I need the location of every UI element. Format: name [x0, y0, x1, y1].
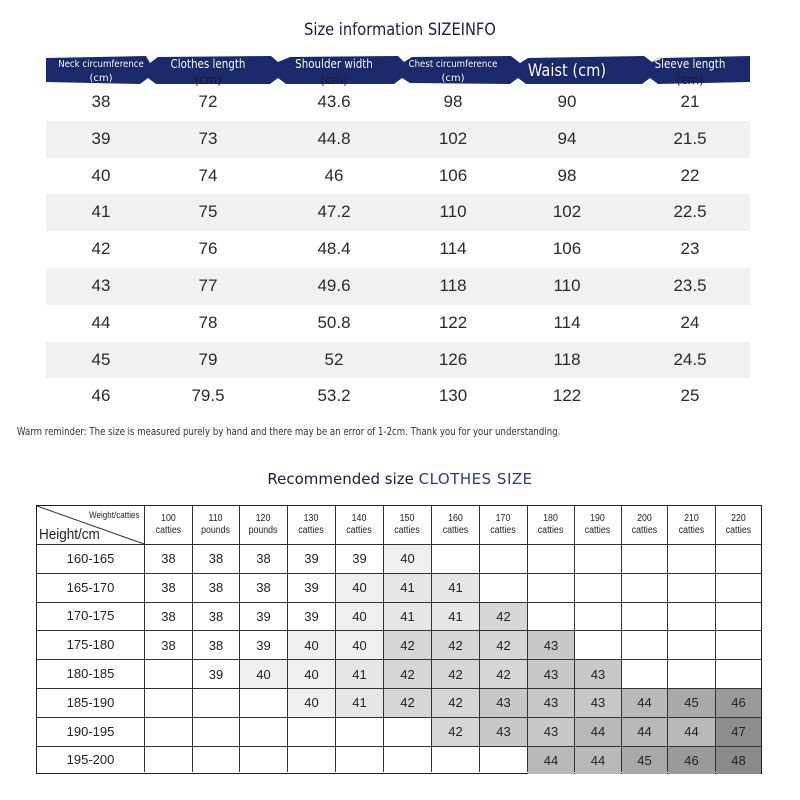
weight-header-line1: 190: [590, 513, 605, 524]
size-cell: 44: [528, 747, 574, 775]
table-cell: 79.5: [191, 386, 225, 406]
weight-header-line1: 210: [683, 513, 699, 524]
table-cell: 114: [439, 239, 467, 259]
size-cell: [528, 603, 574, 631]
size-cell: 38: [145, 603, 192, 631]
weight-header-line1: 160: [447, 513, 463, 524]
size-cell: [668, 603, 715, 631]
table-row: [46, 121, 750, 158]
size-cell: [622, 631, 667, 659]
table-row: [46, 342, 750, 379]
table-cell: 102: [552, 202, 582, 222]
size-cell: 42: [480, 603, 527, 631]
size-cell: 43: [528, 660, 574, 688]
table-cell: 44: [91, 312, 111, 332]
weight-header-line1: 130 catties: [298, 513, 324, 536]
size-cell: 39: [336, 545, 383, 573]
size-cell: 41: [336, 689, 383, 717]
size-cell: 43: [575, 660, 621, 688]
size-cell: 39: [240, 631, 287, 659]
size-cell: 40: [288, 631, 335, 659]
size-cell: 44: [622, 718, 667, 746]
size-cell: 38: [240, 574, 287, 602]
size-cell: [288, 747, 335, 775]
table-cell: 46: [91, 386, 111, 406]
size-cell: 43: [575, 689, 621, 717]
table-cell: 94: [557, 128, 577, 148]
recommended-title-main: Recommended size: [267, 470, 414, 488]
weight-header-line2: catties: [155, 525, 181, 536]
table-cell: 39: [91, 128, 111, 148]
weight-header: [621, 506, 667, 544]
header-col-unit: (cm): [194, 73, 222, 87]
header-col-3: [274, 56, 394, 86]
height-label: 170-175: [66, 608, 115, 624]
table-cell: 110: [553, 275, 581, 295]
header-col-label: Clothes length: [170, 57, 246, 71]
header-col-label: Sleeve length: [654, 57, 726, 71]
header-col-unit: (cm): [676, 73, 704, 87]
size-cell: 38: [193, 631, 239, 659]
header-col-unit: (cm): [320, 73, 348, 87]
size-cell: 40: [336, 631, 383, 659]
header-col-2: [148, 56, 268, 86]
size-cell: 41: [336, 660, 383, 688]
size-cell: [716, 574, 761, 602]
table-cell: 21: [680, 92, 700, 111]
recommended-size-title: [0, 470, 800, 488]
size-cell: 40: [336, 574, 383, 602]
size-cell: 42: [432, 718, 479, 746]
size-cell: 46: [716, 689, 761, 717]
table-cell: 110: [439, 202, 467, 222]
header-col-label: Chest circumference: [408, 59, 498, 70]
height-label: 175-180: [66, 637, 115, 653]
size-cell: 42: [384, 689, 431, 717]
size-cell: [240, 747, 287, 775]
size-cell: [716, 631, 761, 659]
size-cell: [575, 574, 621, 602]
size-cell: [575, 545, 621, 573]
size-cell: 47: [716, 718, 761, 746]
size-cell: [145, 660, 192, 688]
table-cell: 114: [553, 312, 581, 332]
size-cell: [622, 574, 667, 602]
header-col-6: [630, 56, 750, 86]
recommended-size-grid: [36, 505, 762, 774]
size-cell: 40: [288, 689, 335, 717]
warm-reminder: Warm reminder: The size is measured purely by hand and there may be an error of 1-2cm. Thank you for your understanding.: [17, 426, 561, 438]
size-cell: [145, 718, 192, 746]
table-cell: 47.2: [317, 202, 351, 222]
size-cell: 45: [668, 689, 715, 717]
weight-header: [479, 506, 527, 544]
size-cell: 39: [288, 603, 335, 631]
weight-header-line2: catties: [725, 525, 751, 536]
weight-header-line2: catties: [442, 525, 468, 536]
size-cell: [336, 747, 383, 775]
table-cell: 22: [680, 165, 700, 185]
height-label: 185-190: [66, 694, 115, 710]
size-cell: 46: [668, 747, 715, 775]
table-cell: 106: [552, 239, 582, 259]
table-cell: 24: [680, 312, 700, 332]
size-cell: [145, 747, 192, 775]
weight-header-line2: catties: [631, 525, 657, 536]
size-cell: 42: [384, 660, 431, 688]
size-cell: 44: [668, 718, 715, 746]
size-table-header: [46, 56, 750, 87]
size-cell: 41: [384, 603, 431, 631]
size-cell: [384, 747, 431, 775]
weight-header-line1: 170 catties: [490, 513, 516, 536]
table-row: [46, 378, 750, 415]
size-cell: 44: [575, 718, 621, 746]
size-cell: 38: [145, 574, 192, 602]
size-cell: [384, 718, 431, 746]
table-cell: 76: [198, 239, 218, 259]
size-info-title: Size information SIZEINFO: [304, 20, 496, 40]
size-cell: [668, 545, 715, 573]
size-cell: [193, 689, 239, 717]
table-cell: 53.2: [317, 386, 351, 406]
size-cell: [480, 574, 527, 602]
table-row: [46, 158, 750, 195]
size-cell: 42: [480, 660, 527, 688]
size-cell: [528, 574, 574, 602]
size-cell: [240, 689, 287, 717]
weight-header-line1: 110 pounds: [201, 513, 230, 536]
table-row: [46, 231, 750, 268]
table-cell: 43: [91, 275, 111, 295]
header-col-label: Waist (cm): [527, 61, 607, 81]
size-cell: 48: [716, 747, 761, 775]
corner-height-label: Height/cm: [39, 526, 100, 543]
weight-header: [144, 506, 192, 544]
size-cell: [716, 660, 761, 688]
size-cell: 39: [288, 574, 335, 602]
size-cell: [193, 718, 239, 746]
weight-header-line2: catties: [678, 525, 704, 536]
size-cell: [432, 545, 479, 573]
table-cell: 98: [557, 165, 577, 185]
size-cell: 44: [575, 747, 621, 775]
table-cell: 106: [438, 165, 468, 185]
table-cell: 44.8: [317, 128, 351, 148]
size-cell: 43: [480, 689, 527, 717]
size-cell: 43: [528, 718, 574, 746]
weight-header: [574, 506, 621, 544]
table-cell: 78: [198, 312, 218, 332]
size-cell: [716, 603, 761, 631]
table-cell: 43.6: [317, 92, 351, 111]
table-cell: 50.8: [317, 312, 351, 332]
size-table-body: [46, 84, 750, 415]
size-cell: 40: [336, 603, 383, 631]
recommended-title-sub: CLOTHES SIZE: [418, 470, 533, 488]
table-cell: 40: [91, 165, 111, 185]
size-cell: 42: [432, 631, 479, 659]
height-label: 195-200: [66, 752, 115, 768]
height-label: 180-185: [66, 666, 115, 682]
header-col-5: [507, 56, 627, 86]
table-cell: 45: [91, 349, 111, 369]
size-cell: 42: [480, 631, 527, 659]
size-cell: 42: [432, 660, 479, 688]
table-cell: 74: [198, 165, 218, 185]
table-cell: 75: [198, 202, 218, 222]
table-cell: 118: [439, 275, 467, 295]
size-cell: [480, 545, 527, 573]
height-label: 190-195: [66, 723, 115, 739]
header-col-1: [41, 56, 161, 86]
size-cell: 40: [384, 545, 431, 573]
size-cell: 42: [432, 689, 479, 717]
size-cell: 38: [193, 545, 239, 573]
size-cell: 42: [384, 631, 431, 659]
size-cell: 38: [145, 631, 192, 659]
corner-weight-label: Weight/catties: [89, 510, 140, 521]
size-cell: 41: [432, 574, 479, 602]
header-col-unit: (cm): [89, 73, 113, 84]
table-cell: 23: [680, 239, 700, 259]
weight-header-line1: 200: [636, 513, 652, 524]
table-cell: 79: [198, 349, 218, 369]
size-cell: [288, 718, 335, 746]
table-row: [46, 84, 750, 121]
size-cell: [145, 689, 192, 717]
table-cell: 24.5: [673, 349, 707, 369]
weight-header-line1: 180 catties: [537, 513, 564, 536]
table-cell: 77: [198, 275, 218, 295]
table-cell: 49.6: [317, 275, 351, 295]
header-col-label: Neck circumference: [58, 59, 144, 70]
size-cell: [622, 603, 667, 631]
size-cell: 41: [432, 603, 479, 631]
header-col-4: [393, 56, 513, 86]
size-cell: 41: [384, 574, 431, 602]
table-cell: 122: [552, 386, 582, 406]
height-label: 165-170: [66, 579, 115, 595]
size-cell: [668, 631, 715, 659]
size-cell: [336, 718, 383, 746]
size-cell: 39: [240, 603, 287, 631]
header-col-unit: (cm): [441, 73, 465, 84]
weight-header: [192, 506, 239, 544]
weight-header: [667, 506, 715, 544]
size-cell: [575, 603, 621, 631]
size-cell: [716, 545, 761, 573]
size-cell: 43: [528, 689, 574, 717]
size-cell: 38: [145, 545, 192, 573]
table-cell: 102: [438, 128, 468, 148]
table-cell: 130: [438, 386, 468, 406]
size-cell: [622, 660, 667, 688]
size-cell: [528, 545, 574, 573]
table-cell: 98: [443, 92, 463, 111]
size-cell: 43: [528, 631, 574, 659]
table-cell: 46: [324, 165, 344, 185]
size-cell: [193, 747, 239, 775]
weight-header-line1: 140 catties: [346, 513, 372, 536]
table-cell: 48.4: [317, 239, 351, 259]
table-cell: 126: [438, 349, 468, 369]
height-label: 160-165: [66, 550, 115, 566]
size-cell: 40: [288, 660, 335, 688]
size-cell: [432, 747, 479, 775]
table-cell: 25: [680, 386, 700, 406]
weight-header: [383, 506, 431, 544]
weight-header: [527, 506, 574, 544]
size-cell: 38: [193, 574, 239, 602]
size-cell: [668, 574, 715, 602]
size-cell: 44: [622, 689, 667, 717]
weight-header: [335, 506, 383, 544]
header-col-label: Shoulder width: [295, 57, 373, 71]
weight-header-line1: 100: [160, 513, 176, 524]
size-cell: [240, 718, 287, 746]
size-cell: 38: [193, 603, 239, 631]
table-cell: 23.5: [673, 275, 707, 295]
table-cell: 38: [91, 92, 111, 111]
table-cell: 122: [438, 312, 468, 332]
weight-header-line1: 120 pounds: [248, 513, 278, 536]
table-cell: 52: [324, 349, 344, 369]
size-cell: 43: [480, 718, 527, 746]
table-cell: 41: [91, 202, 111, 222]
table-cell: 22.5: [673, 202, 707, 222]
table-row: [46, 305, 750, 342]
weight-header: [287, 506, 335, 544]
size-cell: [575, 631, 621, 659]
size-cell: [622, 545, 667, 573]
weight-header-line2: catties: [584, 525, 611, 536]
table-cell: 42: [91, 239, 111, 259]
size-cell: [480, 747, 527, 775]
weight-header: [239, 506, 287, 544]
weight-header-line1: 220: [730, 513, 746, 524]
table-cell: 72: [198, 92, 218, 111]
size-cell: 45: [622, 747, 667, 775]
table-row: [46, 268, 750, 305]
size-cell: 39: [193, 660, 239, 688]
weight-header-line1: 150 catties: [394, 513, 420, 536]
table-row: [46, 194, 750, 231]
weight-header: [431, 506, 479, 544]
table-cell: 90: [557, 92, 577, 111]
table-cell: 73: [198, 128, 218, 148]
weight-header: [715, 506, 761, 544]
size-cell: 40: [240, 660, 287, 688]
table-cell: 118: [553, 349, 581, 369]
table-cell: 21.5: [673, 128, 707, 148]
size-cell: [668, 660, 715, 688]
size-cell: 38: [240, 545, 287, 573]
size-cell: 39: [288, 545, 335, 573]
